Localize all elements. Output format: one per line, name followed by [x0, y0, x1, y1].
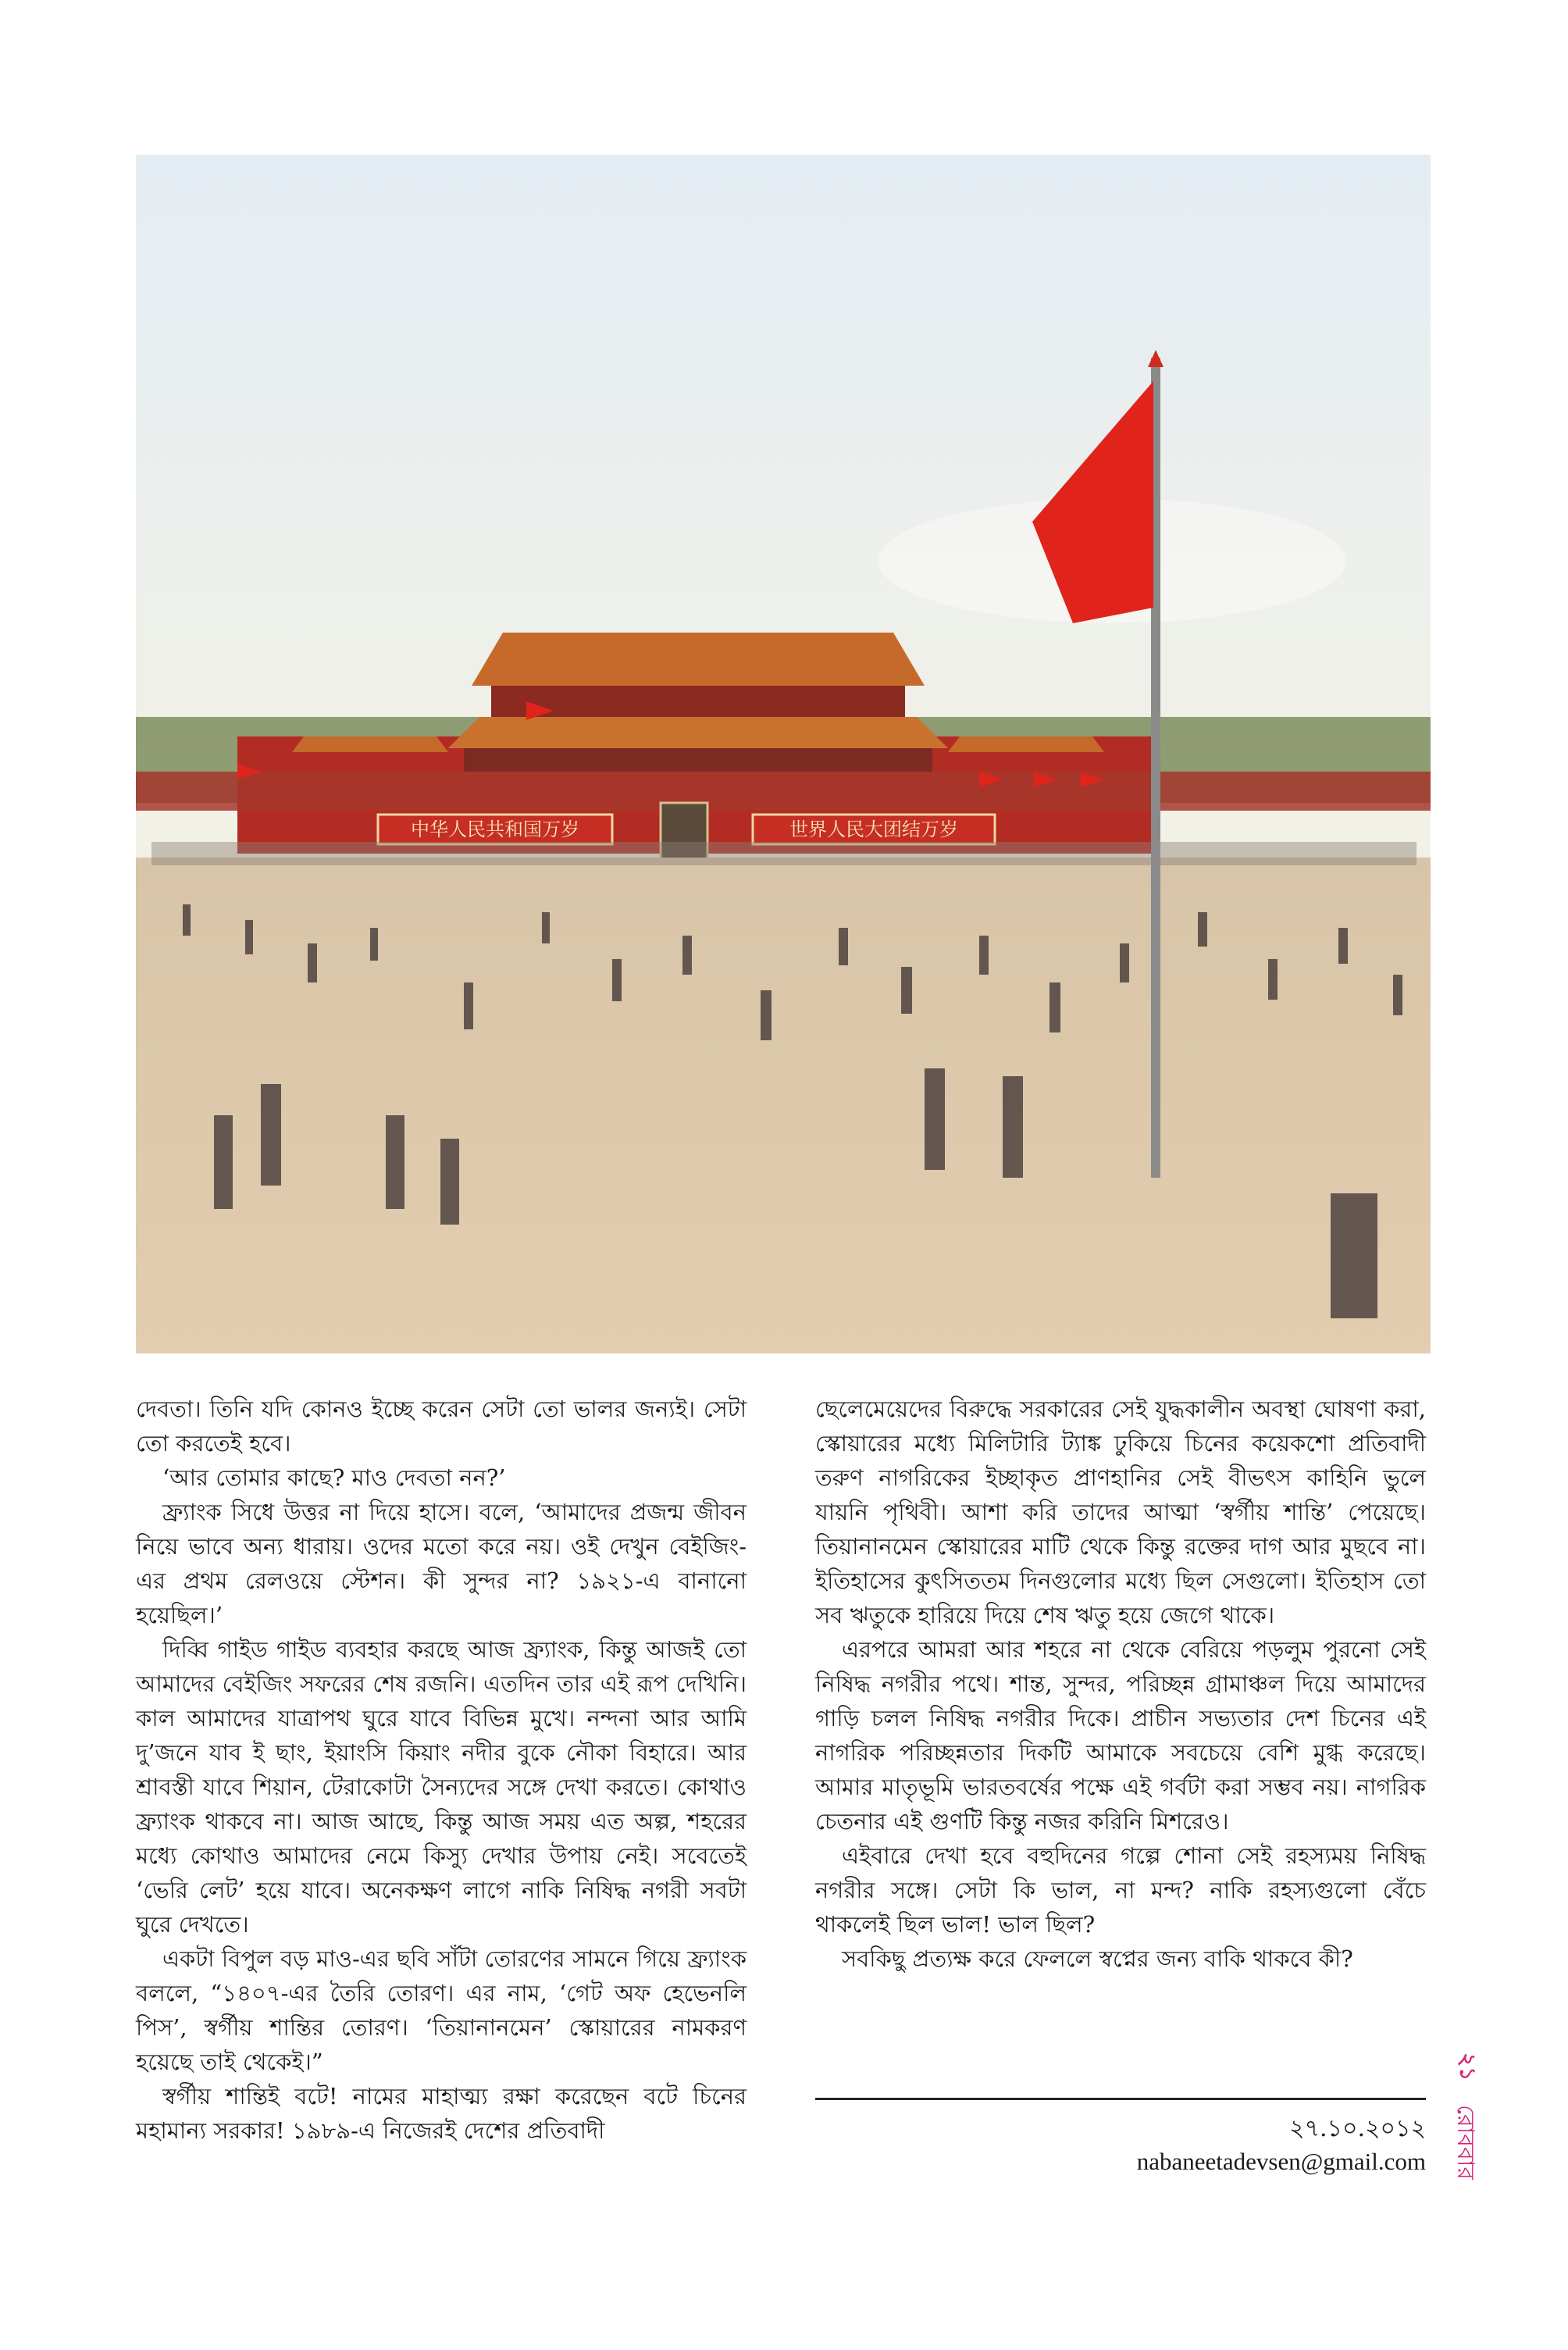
tiananmen-photo [136, 155, 1431, 1353]
magazine-name: রোববার [1452, 2105, 1479, 2180]
left-paragraph-2: ‘আর তোমার কাছে? মাও দেবতা নন?’ [162, 1464, 506, 1491]
page-number: ২১ [1455, 2052, 1481, 2081]
end-rule [815, 2098, 1426, 2100]
right-column [815, 1392, 1426, 1976]
author-email: nabaneetadevsen@gmail.com [1136, 2148, 1426, 2175]
left-paragraph-4: দিব্বি গাইড গাইড ব্যবহার করছে আজ ফ্র্যাংক, কিন্তু আজই তো আমাদের বেইজিং সফরের শেষ রজনি। এতদিন তার এই রূপ দেখিনি। কাল আমাদের যাত্রাপথ ঘুরে যাবে বিভিন্ন মুখে। নন্দনা আর আমি দু’জনে যাব ই ছাং, ইয়াংসি কিয়াং নদীর বুকে নৌকা বিহারে। আর শ্রাবস্তী যাবে শিয়ান, টেরাকোটা সৈন্যদের সঙ্গে দেখা করতে। কোথাও ফ্র্যাংক থাকবে না। আজ আছে, কিন্তু আজ সময় এত অল্প, শহরের মধ্যে কোথাও আমাদের নেমে কিস্যু দেখার উপায় নেই। সবেতেই ‘ভেরি লেট’ হয়ে যাবে। অনেকক্ষণ লাগে নাকি নিষিদ্ধ নগরী সবটা ঘুরে দেখতে। [136, 1636, 747, 1938]
right-paragraph-4: সবকিছু প্রত্যক্ষ করে ফেললে স্বপ্নের জন্য বাকি থাকবে কী? [842, 1945, 1353, 1972]
banner-right-text: 世界人民大团结万岁 [789, 818, 958, 840]
right-paragraph-1: ছেলেমেয়েদের বিরুদ্ধে সরকারের সেই যুদ্ধকালীন অবস্থা ঘোষণা করা, স্কোয়ারের মধ্যে মিলিটারি ট্যাঙ্ক ঢুকিয়ে চিনের কয়েকশো প্রতিবাদী তরুণ নাগরিকের ইচ্ছাকৃত প্রাণহানির সেই বীভৎস কাহিনি ভুলে যায়নি পৃথিবী। আশা করি তাদের আত্মা ‘স্বর্গীয় শান্তি’ পেয়েছে। তিয়ানানমেন স্কোয়ারের মাটি থেকে কিন্তু রক্তের দাগ আর মুছবে না। ইতিহাসের কুৎসিততম দিনগুলোর মধ্যে ছিল সেগুলো। ইতিহাস তো সব ঋতুকে হারিয়ে দিয়ে শেষ ঋতু হয়ে জেগে থাকে। [815, 1396, 1426, 1628]
gate-roof-lower [448, 717, 948, 748]
right-paragraph-3: এইবারে দেখা হবে বহুদিনের গল্পে শোনা সেই রহস্যময় নিষিদ্ধ নগরীর সঙ্গে। সেটা কি ভাল, না মন্দ? নাকি রহস্যগুলো বেঁচে থাকলেই ছিল ভাল! ভাল ছিল? [815, 1842, 1426, 1938]
right-paragraph-2: এরপরে আমরা আর শহরে না থেকে বেরিয়ে পড়লুম পুরনো সেই নিষিদ্ধ নগরীর পথে। শান্ত, সুন্দর, পরিচ্ছন্ন গ্রামাঞ্চল দিয়ে আমাদের গাড়ি চলল নিষিদ্ধ নগরীর দিকে। প্রাচীন সভ্যতার দেশ চিনের এই নাগরিক পরিচ্ছন্নতার দিকটি আমাকে সবচেয়ে বেশি মুগ্ধ করেছে। আমার মাতৃভূমি ভারতবর্ষের পক্ষে এই গর্বটা করা সম্ভব নয়। নাগরিক চেতনার এই গুণটি কিন্তু নজর করিনি মিশরেও। [815, 1636, 1426, 1835]
left-paragraph-5: একটা বিপুল বড় মাও-এর ছবি সাঁটা তোরণের সামনে গিয়ে ফ্র্যাংক বললে, “১৪০৭-এর তৈরি তোরণ। এর নাম, ‘গেট অফ হেভেনলি পিস’, স্বর্গীয় শান্তির তোরণ। ‘তিয়ানানমেন’ স্কোয়ারের নামকরণ হয়েছে তাই থেকেই।” [136, 1945, 747, 2075]
banner-left-text: 中华人民共和国万岁 [411, 818, 579, 840]
article-date: ২৭.১০.২০১২ [1288, 2115, 1426, 2142]
gate-roof-upper [472, 633, 925, 686]
square-ground [136, 858, 1431, 1353]
left-paragraph-6: স্বর্গীয় শান্তিই বটে! নামের মাহাত্ম্য রক্ষা করেছেন বটে চিনের মহামান্য সরকার! ১৯৮৯-এ নিজেরই দেশের প্রতিবাদী [136, 2083, 747, 2144]
left-paragraph-3: ফ্র্যাংক সিধে উত্তর না দিয়ে হাসে। বলে, ‘আমাদের প্রজন্ম জীবন নিয়ে ভাবে অন্য ধারায়। ওদের মতো করে নয়। ওই দেখুন বেইজিং-এর প্রথম রেলওয়ে স্টেশন। কী সুন্দর না? ১৯২১-এ বানানো হয়েছিল।’ [136, 1499, 747, 1628]
left-column [136, 1392, 747, 2148]
left-paragraph-1: দেবতা। তিনি যদি কোনও ইচ্ছে করেন সেটা তো ভালর জন্যই। সেটা তো করতেই হবে। [136, 1396, 747, 1457]
